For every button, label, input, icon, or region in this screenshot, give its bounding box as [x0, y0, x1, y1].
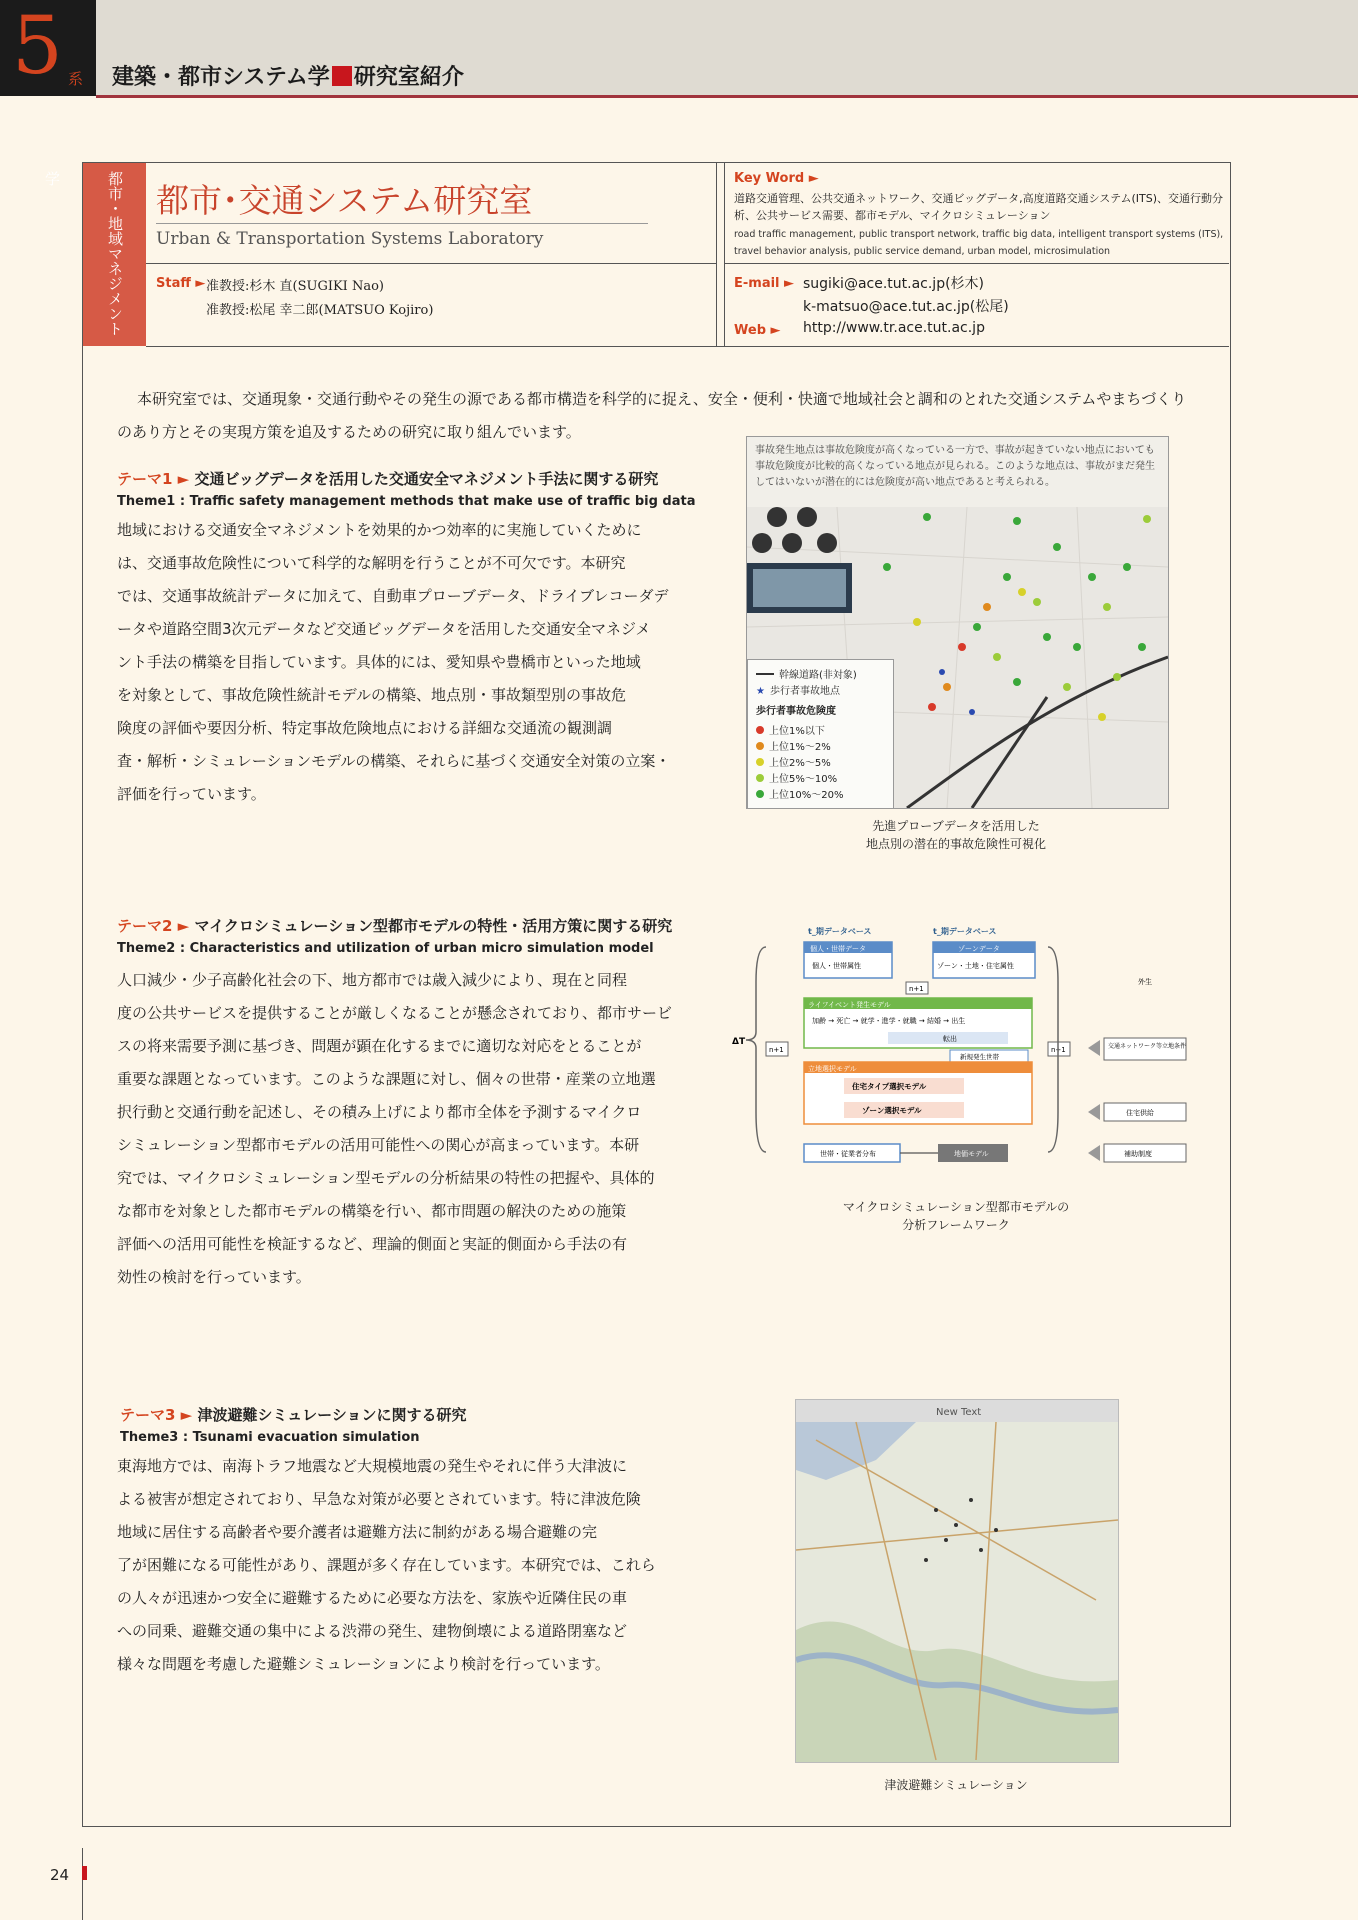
theme2-tag: テーマ2 ►	[117, 917, 190, 935]
life-flow: 加齢 → 死亡 → 就学・進学・就職 → 結婚 → 出生	[812, 1017, 966, 1025]
dot-icon	[756, 774, 764, 782]
theme2-body	[117, 964, 717, 1294]
text-line: ータや道路空間3次元データなど交通ビッグデータを活用した交通安全マネジメ	[117, 620, 651, 638]
ext1-label: 交通ネットワーク等立地条件	[1108, 1043, 1187, 1050]
dot-icon	[756, 742, 764, 750]
legend-row	[756, 754, 831, 768]
legend-row	[756, 770, 837, 784]
text-line: スの将来需要予測に基づき、問題が顕在化するまでに適切な対応をとることが	[117, 1037, 642, 1055]
section-number-box	[0, 0, 96, 96]
caption-line: 分析フレームワーク	[902, 1218, 1010, 1232]
star-icon: ★	[756, 686, 765, 697]
db-t1-label: t_期データベース	[933, 927, 997, 936]
ext2-label: 住宅供給	[1126, 1109, 1154, 1117]
figure3-caption: 津波避難シミュレーション	[884, 1778, 1028, 1792]
keyword-label: Key Word ►	[734, 171, 819, 186]
text-line: シミュレーション型都市モデルの活用可能性への関心が高まっています。本研	[117, 1136, 640, 1154]
legend-label: 上位1%以下	[769, 726, 825, 737]
divider	[724, 263, 1229, 264]
header-title	[112, 60, 464, 91]
red-square-icon	[332, 66, 352, 86]
figure2-caption	[806, 1198, 1106, 1234]
legend-label: 上位1%〜2%	[769, 742, 831, 753]
legend-label: 上位5%〜10%	[769, 774, 838, 785]
theme3-title-en: Theme3 : Tsunami evacuation simulation	[120, 1430, 420, 1445]
header-title-left: 建築・都市システム学	[112, 65, 330, 90]
theme1-body	[117, 514, 717, 811]
header-title-right: 研究室紹介	[353, 65, 464, 90]
theme1-title-text: 交通ビッグデータを活用した交通安全マネジメント手法に関する研究	[194, 470, 659, 488]
legend-title: 歩行者事故危険度	[756, 706, 836, 717]
text-line: 評価を行っています。	[117, 785, 266, 803]
box-zone: ゾーンデータ	[958, 945, 1000, 953]
email-link[interactable]: sugiki@ace.tut.ac.jp(杉木)	[803, 276, 985, 292]
dot-icon	[756, 758, 764, 766]
section-number: 5	[12, 0, 63, 92]
keywords-jp: 道路交通管理、公共交通ネットワーク、交通ビッグデータ,高度道路交通システム(ITS)、交通行動分析、公共サービス需要、都市モデル、マイクロシミュレーション	[734, 192, 1224, 222]
map-label: New Text	[936, 1407, 982, 1418]
theme3-tag: テーマ3 ►	[120, 1406, 193, 1424]
delta-t-label: ΔT	[732, 1037, 746, 1047]
theme2-title-en: Theme2 : Characteristics and utilization of urban micro simulation model	[117, 941, 654, 956]
staff-label: Staff ►	[156, 276, 206, 291]
box-zone-sub: ゾーン・土地・住宅属性	[937, 962, 1014, 970]
caption-line: 地点別の潜在的事故危険性可視化	[865, 837, 1046, 851]
text-line: 択行動と交通行動を記述し、その積み上げにより都市全体を予測するマイクロ	[117, 1103, 642, 1121]
text-line: 重要な課題となっています。このような課題に対し、個々の世帯・産業の立地選	[117, 1070, 656, 1088]
text-line: を対象として、事故危険性統計モデルの構築、地点別・事故類型別の事故危	[117, 686, 626, 704]
text-line: 度の公共サービスを提供することが厳しくなることが懸念されており、都市サービ	[117, 1004, 673, 1022]
box-person: 個人・世帯データ	[810, 945, 866, 953]
text-line: 究では、マイクロシミュレーション型モデルの分析結果の特性の把握や、具体的	[117, 1169, 655, 1187]
n1-label: n+1	[1051, 1046, 1066, 1054]
legend-label: 上位10%〜20%	[769, 790, 844, 801]
zone-select-model: ゾーン選択モデル	[862, 1106, 922, 1115]
text-line: 効性の検討を行っています。	[117, 1268, 311, 1286]
legend-row	[756, 786, 843, 800]
legend-row	[756, 722, 825, 736]
keywords-en: road traffic management, public transport network, traffic big data, intelligent transport systems (ITS), travel behavior analysis, public service demand, urban model, microsimulation	[734, 229, 1224, 257]
text-line: は、交通事故危険性について科学的な解明を行うことが不可欠です。本研究	[117, 554, 626, 572]
framework-diagram	[728, 922, 1190, 1180]
legend-row	[756, 682, 840, 696]
divider	[146, 263, 716, 264]
theme3-body	[117, 1450, 717, 1681]
side-label: 都市・地域マネジメント学	[43, 171, 124, 336]
moving-label: 転出	[943, 1035, 957, 1043]
lab-name-en: Urban & Transportation Systems Laboratory	[156, 229, 544, 249]
theme2-title	[117, 915, 672, 936]
staff-member: 准教授:杉木 直(SUGIKI Nao)	[206, 279, 384, 294]
land-model-label: 地価モデル	[954, 1150, 989, 1158]
text-line: な都市を対象とした都市モデルの構築を行い、都市問題の解決のための施策	[117, 1202, 627, 1220]
email-label: E-mail ►	[734, 276, 795, 291]
legend-row	[756, 666, 857, 680]
caption-line: 先進プローブデータを活用した	[872, 819, 1040, 833]
section-kei: 系	[68, 70, 84, 88]
external-label: 外生	[1138, 978, 1152, 986]
ext3-label: 補助制度	[1124, 1150, 1152, 1158]
legend-row	[756, 738, 831, 752]
legend-label: 歩行者事故地点	[769, 686, 840, 697]
dot-icon	[756, 790, 764, 798]
web-link[interactable]: http://www.tr.ace.tut.ac.jp	[803, 320, 985, 336]
text-line: 地域における交通安全マネジメントを効果的かつ効率的に実施していくために	[117, 521, 642, 539]
web-label: Web ►	[734, 323, 781, 338]
theme1-tag: テーマ1 ►	[117, 470, 190, 488]
box-person-sub: 個人・世帯属性	[812, 962, 861, 970]
text-line: 東海地方では、南海トラフ地震など大規模地震の発生やそれに伴う大津波に	[117, 1457, 628, 1475]
page-rule	[82, 1848, 83, 1920]
header-rule	[96, 95, 1358, 98]
theme3-title-text: 津波避難シミュレーションに関する研究	[197, 1406, 467, 1424]
caption-line: マイクロシミュレーション型都市モデルの	[842, 1200, 1070, 1214]
staff-member: 准教授:松尾 幸二郎(MATSUO Kojiro)	[206, 303, 434, 318]
text-line: 評価への活用可能性を検証するなど、理論的側面と実証的側面から手法の有	[117, 1235, 628, 1253]
text-line: の人々が迅速かつ安全に避難するために必要な方法を、家族や近隣住民の車	[117, 1589, 628, 1607]
text-line: への同乗、避難交通の集中による渋滞の発生、建物倒壊による道路閉塞など	[117, 1622, 628, 1640]
legend-label: 幹線道路(非対象)	[779, 670, 857, 681]
page-header	[0, 0, 1358, 96]
intro-paragraph: 本研究室では、交通現象・交通行動やその発生の源である都市構造を科学的に捉え、安全・便利・快適で地域社会と調和のとれた交通システムやまちづくりのあり方とその実現方策を追及するための研究に取り組んでいます。	[117, 390, 1187, 441]
theme1-title	[117, 468, 658, 489]
housing-type-model: 住宅タイプ選択モデル	[852, 1082, 927, 1091]
n1-label: n+1	[769, 1046, 784, 1054]
n1-label: n+1	[909, 985, 924, 993]
distribution-label: 世帯・従業者分布	[820, 1150, 876, 1158]
side-label-box	[43, 163, 146, 346]
page-number: 24	[50, 1866, 70, 1884]
divider	[724, 163, 725, 346]
text-line: 地域に居住する高齢者や要介護者は避難方法に制約がある場合避難の完	[117, 1523, 598, 1541]
tsunami-map	[796, 1400, 1118, 1762]
text-line: では、交通事故統計データに加えて、自動車プローブデータ、ドライブレコーダデ	[117, 587, 669, 605]
life-event-label: ライフイベント発生モデル	[808, 1001, 891, 1009]
location-model-label: 立地選択モデル	[808, 1065, 857, 1073]
page-mark	[82, 1866, 87, 1880]
text-line: 様々な問題を考慮した避難シミュレーションにより検討を行っています。	[117, 1655, 610, 1673]
figure-note: 事故発生地点は事故危険度が高くなっている一方で、事故が起きていない地点においても事故危険度が比較的高くなっている地点が見られる。このような地点は、事故がまだ発生してはいないが潜在的には危険度が高い地点であると考えられる。	[755, 445, 1155, 488]
theme1-title-en: Theme1 : Traffic safety management methods that make use of traffic big data	[117, 494, 696, 509]
tsunami-map-figure	[795, 1399, 1119, 1763]
dot-icon	[756, 726, 764, 734]
email-link[interactable]: k-matsuo@ace.tut.ac.jp(松尾)	[803, 299, 1009, 315]
lab-name-jp: 都市･交通システム研究室	[156, 181, 533, 220]
lab-header	[146, 163, 1229, 347]
text-line: 了が困難になる可能性があり、課題が多く存在しています。本研究では、これら	[117, 1556, 656, 1574]
theme2-title-text: マイクロシミュレーション型都市モデルの特性・活用方策に関する研究	[194, 917, 673, 935]
db-t-label: t_期データベース	[808, 927, 872, 936]
text-line: 査・解析・シミュレーションモデルの構築、それらに基づく交通安全対策の立案・	[117, 752, 671, 770]
theme3-title	[120, 1404, 467, 1425]
text-line: 人口減少・少子高齢化社会の下、地方都市では歳入減少により、現在と同程	[117, 971, 628, 989]
divider	[716, 163, 717, 346]
text-line: ント手法の構築を目指しています。具体的には、愛知県や豊橋市といった地域	[117, 653, 641, 671]
legend-label: 上位2%〜5%	[769, 758, 831, 769]
line-icon	[756, 673, 774, 675]
divider	[156, 223, 648, 224]
accident-risk-map-figure	[746, 436, 1169, 809]
text-line: 険度の評価や要因分析、特定事故危険地点における詳細な交通流の観測調	[117, 719, 613, 737]
figure1-caption	[806, 817, 1106, 853]
map-legend	[747, 659, 894, 809]
text-line: よる被害が想定されており、早急な対策が必要とされています。特に津波危険	[117, 1490, 641, 1508]
new-household-label: 新規発生世帯	[960, 1053, 999, 1061]
